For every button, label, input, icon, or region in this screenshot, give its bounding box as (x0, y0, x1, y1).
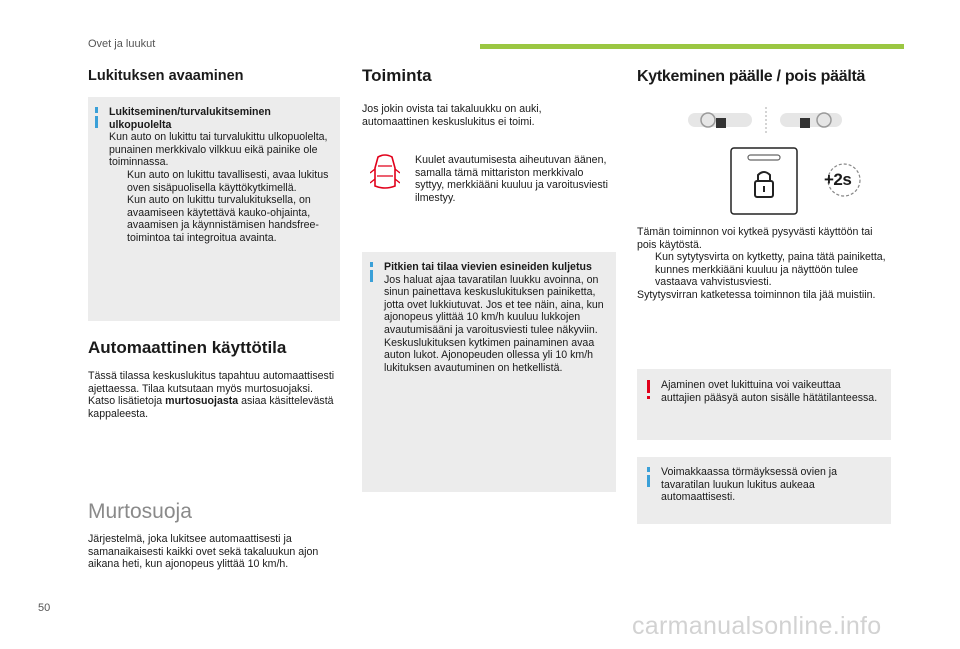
info-icon-top (95, 107, 98, 113)
warning-icon (647, 380, 650, 393)
list-item: Kun auto on lukittu turvalukituksella, on avaamiseen käytettävä kauko-ohjainta, avaamisen ja käynnistämisen handsfree-toimintoa tai integroitua avainta. (127, 194, 319, 244)
info-intro: Kun auto on lukittu tai turvalukittu ulkopuolelta, punainen merkkivalo vilkkuu eikä painike ole toiminnassa. (109, 131, 328, 169)
info-icon-top (647, 467, 650, 472)
unlocking-title: Lukituksen avaaminen (88, 68, 244, 84)
automatic-mode-text: Tässä tilassa keskuslukitus tapahtuu automaattisesti ajettaessa. Tilaa kutsutaan myös murtosuojaksi. Katso lisätietoja murtosuojasta asiaa käsittelevästä kappaleesta. (88, 370, 335, 420)
page-number: 50 (38, 602, 51, 614)
info-icon (647, 475, 650, 487)
list-item: Kun auto on lukittu tavallisesti, avaa lukitus oven sisäpuolisella käyttökytkimellä. (127, 168, 329, 194)
list-item: Kun sytytysvirta on kytketty, paina tätä painiketta, kunnes merkkiääni kuuluu ja näyttöön tulee vastaava vahvistusviesti. (655, 251, 886, 289)
heading-operation: Toiminta (362, 66, 432, 85)
see-reference: Katso lisätietoja murtosuojasta asiaa käsittelevästä kappaleesta. (88, 395, 334, 420)
info-body: Jos haluat ajaa tavaratilan luukku avoinna, on sinun painettava keskuslukituksen painiketta, jotta ovet lukkiutuvat. Jos et tee näin, aina, kun ajonopeus ylittää 10 km/h kuuluu lukkojen avautumisääni ja varoitusviesti tulee näkyviin. Keskuslukituksen kytkimen painaminen avaa auton lukot. Ajonopeuden ollessa yli 10 km/h lukituksen avautuminen on hetkellistä. (384, 273, 604, 374)
heading-on-off: Kytkeminen päälle / pois päältä (637, 68, 866, 85)
section-title: Ovet ja luukut (88, 38, 156, 50)
info-heading: Lukitseminen/turvalukitseminen ulkopuolelta (109, 106, 271, 131)
info-box-long-objects-content (384, 261, 612, 374)
dashboard-controls-illustration (684, 105, 844, 137)
alert-text: Kuulet avautumisesta aiheutuvan äänen, samalla tämä mittariston merkkivalo syttyy, merkkiääni kuuluu ja varoitusviesti ilmestyy. (415, 154, 608, 204)
car-open-alert-icon (370, 152, 400, 192)
info-heading: Pitkien tai tilaa vievien esineiden kuljetus (384, 261, 592, 273)
heading-automatic-mode: Automaattinen käyttötila (88, 338, 287, 357)
info-icon (95, 116, 98, 128)
warning-icon-dot (647, 396, 650, 399)
watermark: carmanualsonline.info (632, 612, 882, 640)
heading-anti-theft: Murtosuoja (88, 500, 192, 523)
heading-unlocking (88, 68, 340, 84)
operation-intro: Jos jokin ovista tai takaluukku on auki, automaattinen keskuslukitus ei toimi. (362, 103, 542, 128)
info-icon-top (370, 262, 373, 267)
info-bullet-list (109, 169, 335, 245)
warning-text: Ajaminen ovet lukittuina voi vaikeuttaa auttajien pääsyä auton sisälle hätätilanteessa. (661, 379, 878, 404)
central-locking-button-icon (730, 147, 798, 215)
section-accent-bar (480, 44, 904, 49)
press-duration-label: +2s (824, 170, 852, 189)
info-icon (370, 270, 373, 282)
on-off-text: Tämän toiminnon voi kytkeä pysyvästi käyttöön tai pois käytöstä. Kun sytytysvirta on kytketty, paina tätä painiketta, kunnes merkkiääni kuuluu ja näyttöön tulee vastaava vahvistusviesti. Sytytysvirran katketessa toiminnon tila jää muistiin. (637, 226, 893, 302)
crash-info-text: Voimakkaassa törmäyksessä ovien ja tavaratilan luukun lukitus aukeaa automaattisesti. (661, 466, 838, 504)
anti-theft-text: Järjestelmä, joka lukitsee automaattisesti ja samanaikaisesti kaikki ovet sekä takaluukun ajon aikana heti, kun ajonopeus ylittää 10 km/h. (88, 533, 319, 571)
on-off-bullet-list (637, 251, 893, 289)
info-box-locking-content (109, 106, 335, 245)
